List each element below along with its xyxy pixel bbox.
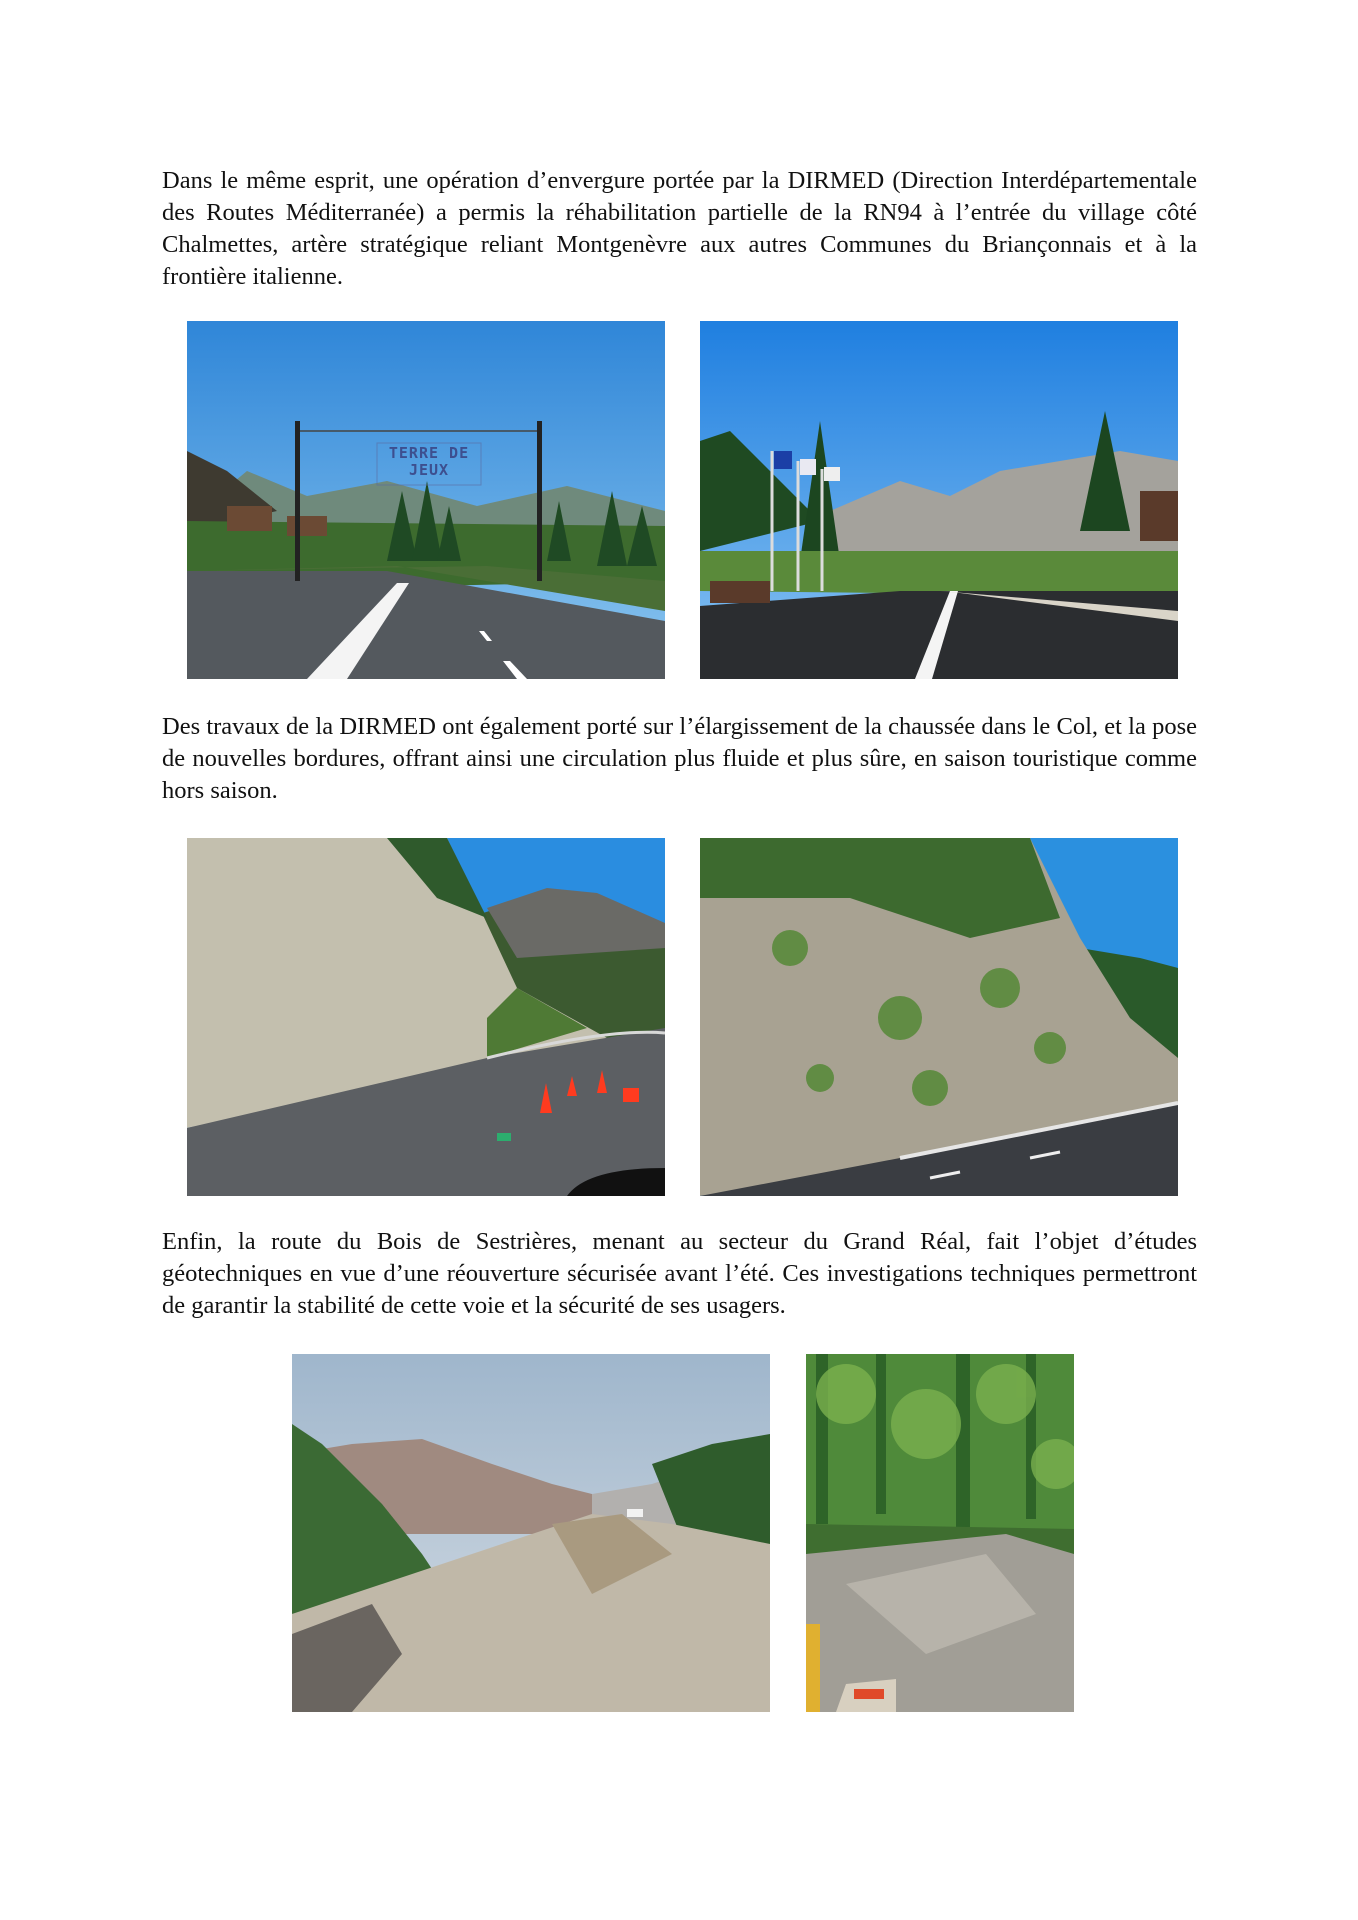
photo-rn94-flags-road bbox=[700, 321, 1178, 679]
photo-col-slope-road bbox=[700, 838, 1178, 1196]
photo-col-slope-cones bbox=[187, 838, 665, 1196]
paragraph-col-works: Des travaux de la DIRMED ont également porté sur l’élargissement de la chaussée dans le Col, et la pose de nouvelles bordures, offrant ainsi une circulation plus fluide et plus sûre, en saison touristique comme hors saison. bbox=[162, 713, 1197, 804]
paragraph-rn94: Dans le même esprit, une opération d’envergure portée par la DIRMED (Direction Interdépartementale des Routes Méditerranée) a permis la réhabilitation partielle de la RN94 à l’entrée du village côté Chalmettes, artère stratégique reliant Montgenèvre aux autres Communes du Briançonnais et à la frontière italienne. bbox=[162, 167, 1197, 290]
paragraph-bois-sestrieres: Enfin, la route du Bois de Sestrières, menant au secteur du Grand Réal, fait l’objet d’études géotechniques en vue d’une réouverture sécurisée avant l’été. Ces investigations techniques permettront de garantir la stabilité de cette voie et la sécurité de ses usagers. bbox=[162, 1228, 1197, 1319]
photo-bois-sestrieres-forest bbox=[806, 1354, 1074, 1712]
photo-bois-sestrieres-valley bbox=[292, 1354, 770, 1712]
photo-rn94-entrance-sign bbox=[187, 321, 665, 679]
sign-banner-text: TERRE DE JEUX bbox=[388, 444, 470, 479]
